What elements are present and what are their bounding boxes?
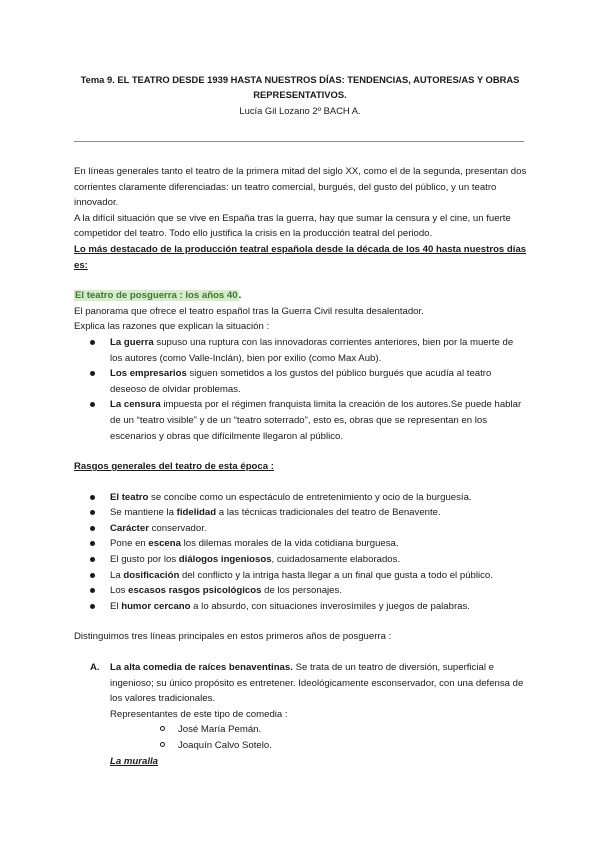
bullet-text: , cuidadosamente elaborados. <box>271 554 401 566</box>
bullet-icon <box>90 604 95 609</box>
representative-name: José María Pemán. <box>178 724 262 736</box>
item-bold-title: La alta comedia de raíces benaventinas. <box>110 662 293 674</box>
bullet-text: a lo absurdo, con situaciones inverosímiles y juegos de palabras. <box>190 600 470 612</box>
list-item <box>74 738 528 754</box>
list-item <box>74 552 528 568</box>
list-item <box>74 335 528 366</box>
circle-bullet-icon <box>160 742 165 747</box>
bullet-bold-term: Los empresarios <box>110 368 187 380</box>
list-item <box>74 490 528 506</box>
bullet-text: de los personajes. <box>261 585 342 597</box>
document-author: Lucía Gil Lozano 2º BACH A. <box>239 104 361 116</box>
bullet-prefix: Se mantiene la <box>110 507 177 519</box>
bullet-bold-term: humor cercano <box>121 600 191 612</box>
list-item <box>74 521 528 537</box>
bullet-prefix: Los <box>110 585 129 597</box>
bullet-text: impuesta por el régimen franquista limita la creación de los autores.Se puede hablar de un “teatro visible” y de un “teatro soterrado”, esto es, obras que se representan en los escenarios y obras que difícilmente llegaron al público. <box>110 399 522 442</box>
section1-paragraph-1: El panorama que ofrece el teatro español tras la Guerra Civil resulta desalentador. <box>74 305 424 317</box>
bullet-icon <box>90 340 95 345</box>
item-letter: A. <box>90 662 100 674</box>
bullet-text: conservador. <box>148 522 207 534</box>
section1-heading: El teatro de posguerra : los años 40 <box>75 290 238 302</box>
bullet-icon <box>90 541 95 546</box>
list-item <box>74 366 528 397</box>
circle-bullet-icon <box>160 726 165 731</box>
bullet-icon <box>90 573 95 578</box>
representatives-label: Representantes de este tipo de comedia : <box>110 708 288 720</box>
horizontal-rule <box>74 141 524 142</box>
list-item <box>74 599 528 615</box>
work-title: La muralla <box>110 755 158 767</box>
bullet-text: a las técnicas tradicionales del teatro de Benavente. <box>216 507 441 519</box>
bullet-bold-term: diálogos ingeniosos <box>178 554 272 566</box>
bullet-prefix: El gusto por los <box>110 554 179 566</box>
intro-paragraph-2: A la difícil situación que se vive en España tras la guerra, hay que sumar la censura y el cine, un fuerte competidor del teatro. Todo ello justifica la crisis en la producción teatral del periodo. <box>74 212 511 240</box>
list-item <box>74 568 528 584</box>
bullet-prefix: El <box>110 600 122 612</box>
bullet-prefix: La <box>110 569 124 581</box>
bullet-icon <box>90 402 95 407</box>
document-header <box>60 72 540 118</box>
bullet-bold-term: Carácter <box>110 522 149 534</box>
list-item <box>74 397 528 444</box>
representatives-list <box>74 722 528 753</box>
bullet-text: siguen sometidos a los gustos del público burgués que acudía al teatro deseoso de olvidar problemas. <box>110 368 492 395</box>
bullet-bold-term: El teatro <box>110 491 149 503</box>
bullet-text: los dilemas morales de la vida cotidiana burguesa. <box>180 538 399 550</box>
section1-heading-row <box>74 288 528 304</box>
bullet-icon <box>90 526 95 531</box>
section1-bullet-list <box>74 335 528 444</box>
document-title-line1: Tema 9. EL TEATRO DESDE 1939 HASTA NUESTROS DÍAS: TENDENCIAS, AUTORES/AS Y OBRAS <box>80 74 520 85</box>
item-text: Se trata de un teatro de diversión, superficial e ingenioso; su único propósito es entretener. Ideológicamente esconservador, con una defensa de los valores tradicionales. <box>110 662 524 705</box>
lettered-item-a <box>74 660 528 722</box>
bullet-bold-term: fidelidad <box>176 507 217 519</box>
representative-name: Joaquín Calvo Sotelo. <box>178 740 272 751</box>
bullet-text: se concibe como un espectáculo de entretenimiento y ocio de la burguesía. <box>148 491 472 503</box>
bullet-text: supuso una ruptura con las innovadoras corrientes anteriores, bien por la muerte de los autores (como Valle-Inclán), bien por exilio (como Max Aub). <box>110 336 514 364</box>
intro-paragraph-3: Lo más destacado de la producción teatral española desde la década de los 40 hasta nuestros días es: <box>74 243 527 271</box>
bullet-icon <box>90 510 95 515</box>
bullet-icon <box>90 588 95 593</box>
bullet-bold-term: La guerra <box>110 336 154 348</box>
list-item <box>74 722 528 738</box>
list-item <box>74 536 528 552</box>
bullet-text: del conflicto y la intriga hasta llegar a un final que gusta a todo el público. <box>179 569 493 581</box>
bullet-prefix: Pone en <box>110 538 149 550</box>
bullet-bold-term: dosificación <box>123 569 180 581</box>
intro-paragraph-1: En líneas generales tanto el teatro de la primera mitad del siglo XX, como el de la segunda, presentan dos corrientes claramente diferenciadas: un teatro comercial, burgués, del gusto del público, y un teatro innovador. <box>74 166 527 209</box>
section3-intro: Distinguimos tres líneas principales en estos primeros años de posguerra : <box>74 631 392 643</box>
section1-heading-period: . <box>238 290 242 302</box>
bullet-icon <box>90 557 95 562</box>
bullet-bold-term: escasos rasgos psicológicos <box>128 585 262 597</box>
list-item <box>74 583 528 599</box>
bullet-bold-term: escena <box>148 538 181 550</box>
document-title-line2: REPRESENTATIVOS. <box>253 89 347 101</box>
bullet-icon <box>90 495 95 500</box>
section1-paragraph-2: Explica las razones que explican la situación : <box>74 321 270 333</box>
list-item <box>74 505 528 521</box>
section2-bullet-list <box>74 490 528 615</box>
section2-heading: Rasgos generales del teatro de esta época : <box>74 461 274 473</box>
bullet-icon <box>90 371 95 376</box>
bullet-bold-term: La censura <box>110 399 161 411</box>
document-body <box>74 164 528 769</box>
